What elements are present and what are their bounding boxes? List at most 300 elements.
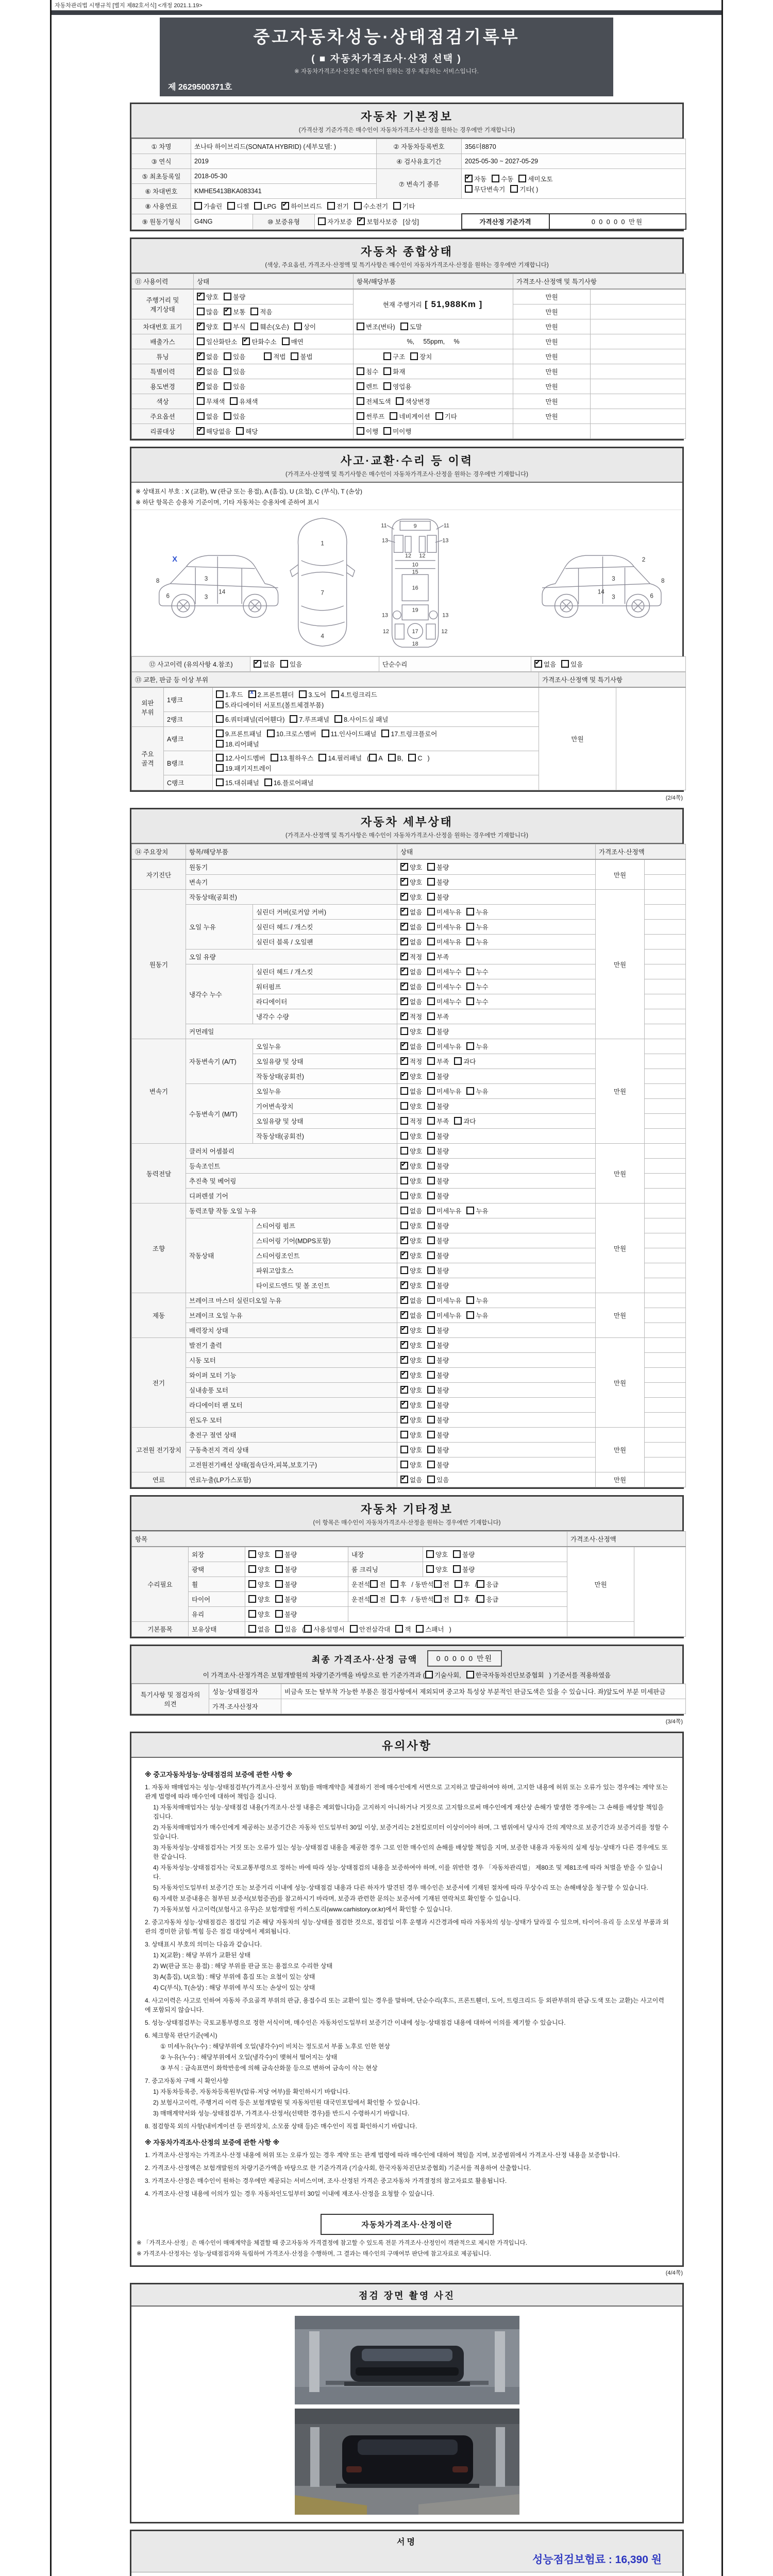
cell xyxy=(645,1174,686,1189)
checkbox-unchecked: 누유 xyxy=(466,1087,488,1096)
cell: 만원 xyxy=(596,1144,645,1204)
cell xyxy=(397,920,596,935)
checkbox-box xyxy=(280,660,288,668)
cell: 만원 xyxy=(596,1039,645,1144)
section-etc-title: 자동차 기타정보 xyxy=(361,1503,453,1516)
notice-paragraph: 2) 자동차매매업자가 매수인에게 제공하는 보증기간은 자동차 인도일부터 30일 이상, 보증거리는 2천킬로미터 이상이어야 하며, 그 범위에서 당사자 간의 계약으로 보증기간과 보증거리를 정할 수 있습니다. xyxy=(153,1824,668,1840)
signature-band xyxy=(131,2531,682,2572)
table-row xyxy=(132,139,686,154)
checkbox-box xyxy=(224,367,231,375)
table-row xyxy=(132,1472,686,1487)
checkbox-box xyxy=(427,1446,435,1453)
cell: 고전원 전기장치 xyxy=(132,1428,186,1472)
checkbox-unchecked: LPG xyxy=(254,202,276,210)
checkbox-unchecked: 많음 xyxy=(197,307,219,316)
checkbox-box xyxy=(466,908,474,916)
document-title: 중고자동차성능·상태점검기록부 xyxy=(253,27,520,46)
cell: 만원 xyxy=(513,379,591,394)
checkbox-box xyxy=(282,337,290,345)
cell: 파워고압호스 xyxy=(253,1263,397,1278)
cell xyxy=(397,1353,596,1368)
section-basic-info xyxy=(130,103,684,231)
table-row xyxy=(132,1293,686,1308)
checkbox-box xyxy=(400,878,408,886)
cell: 브레이크 마스터 실린더오일 누유 xyxy=(186,1293,397,1308)
table-row xyxy=(132,424,686,439)
checkbox-box xyxy=(291,352,298,360)
section-etc-note: (이 항목은 매수인이 자동차가격조사·산정을 원하는 경우에만 기재합니다) xyxy=(313,1520,501,1526)
cell xyxy=(354,379,513,394)
cell: 라디에이터 팬 모터 xyxy=(186,1398,397,1413)
cell: 튜닝 xyxy=(132,349,194,364)
checkbox-unchecked: 16.플로어패널 xyxy=(264,778,314,787)
cell: G4NG xyxy=(191,214,253,229)
checkbox-box xyxy=(427,997,435,1005)
checkbox-checked: ✔ 양호 xyxy=(400,1236,422,1245)
cell xyxy=(250,657,379,672)
checkbox-checked: ✔ 적정 xyxy=(400,952,422,961)
cell: ② 자동차등록번호 xyxy=(377,139,462,154)
checkbox-unchecked: 전 xyxy=(370,1580,385,1589)
section-basic-head xyxy=(131,104,682,139)
svg-text:11: 11 xyxy=(380,522,387,529)
checkbox-box xyxy=(400,1102,408,1110)
checkbox-unchecked: 19.패키지트레이 xyxy=(216,764,272,773)
checkbox-box xyxy=(400,938,408,945)
checkbox-unchecked: 양호 xyxy=(248,1550,270,1559)
checkbox-checked: ✔ 양호 xyxy=(400,1400,422,1410)
cell xyxy=(645,1218,686,1233)
table-row xyxy=(132,1532,686,1547)
final-price-amount: 0 0 0 0 0 만원 xyxy=(427,1650,502,1667)
checkbox-unchecked: 불량 xyxy=(427,1072,449,1081)
checkbox-box xyxy=(427,1177,435,1184)
checkbox-unchecked: 1.후드 xyxy=(216,690,243,699)
checkbox-box xyxy=(427,1266,435,1274)
checkbox-unchecked: 양호 xyxy=(248,1580,270,1589)
table-row xyxy=(132,1204,686,1218)
cell xyxy=(397,1263,596,1278)
cell xyxy=(245,1562,348,1577)
checkbox-box xyxy=(248,1610,256,1618)
cell xyxy=(194,304,354,319)
cell xyxy=(397,859,596,875)
checkbox-box xyxy=(400,1147,408,1155)
checkbox-unchecked: 구조 xyxy=(383,352,405,361)
cell: ⑥ 차대번호 xyxy=(132,184,191,199)
notice-paragraph: ② 누유(누수) : 해당부위에서 오일(냉각수)이 맺혀서 떨어지는 상태 xyxy=(160,2054,338,2061)
cell: 작동상태(공회전) xyxy=(186,890,397,905)
table-row xyxy=(132,379,686,394)
cell xyxy=(423,1547,567,1562)
checkbox-unchecked: 렌트 xyxy=(357,382,378,391)
checkbox-unchecked: 불법 xyxy=(291,352,312,361)
checkbox-checked: ✔ 없음 xyxy=(400,922,422,931)
svg-text:14: 14 xyxy=(218,588,225,596)
cell xyxy=(645,1308,686,1323)
cell: 용도변경 xyxy=(132,379,194,394)
cell xyxy=(397,1413,596,1428)
checkbox-unchecked: 3.도어 xyxy=(299,690,326,699)
table-row xyxy=(132,672,686,688)
exchange-parts-table xyxy=(131,672,682,790)
checkbox-unchecked: 있음 xyxy=(224,367,245,376)
checkbox-unchecked: 14.필러패널 xyxy=(318,753,362,762)
checkbox-box xyxy=(465,175,473,182)
table-row xyxy=(132,364,686,379)
section-notice-title: 유의사항 xyxy=(381,1739,432,1752)
checkbox-unchecked: 후 xyxy=(455,1580,470,1589)
cell: 만원 xyxy=(596,1204,645,1293)
checkbox-unchecked: 미세누유 xyxy=(427,937,461,946)
section-detail-note: (가격조사·산정액 및 특기사항은 매수인이 자동차가격조사·산정을 원하는 경우에만 기재합니다) xyxy=(285,833,528,839)
checkbox-unchecked: 양호 xyxy=(248,1595,270,1604)
cell xyxy=(645,920,686,935)
checkbox-box xyxy=(518,175,526,182)
notice-paragraph: 4) 자동차성능·상태점검자는 국토교통부령으로 정하는 바에 따라 성능·상태점검의 내용을 보증하여야 하며, 이를 위반한 경우 「자동차관리법」 제80조 및 제81조에 따라 처벌을 받을 수 있습니다. xyxy=(153,1864,663,1880)
checkbox-unchecked: 양호 xyxy=(400,1430,422,1439)
text: ( xyxy=(302,1626,305,1633)
cell xyxy=(354,349,513,364)
checkbox-checked: ✔ 하이브리드 xyxy=(281,201,322,211)
cell: 오일 유량 xyxy=(186,950,397,964)
checkbox-unchecked: 양호 xyxy=(426,1565,448,1574)
section-accident-note: (가격조사·산정액 및 특기사항은 매수인이 자동차가격조사·산정을 원하는 경우에만 기재합니다) xyxy=(285,471,528,478)
checkbox-box xyxy=(224,308,231,315)
checkbox-checked: ✔ 없음 xyxy=(400,1311,422,1320)
checkbox-unchecked: 잭 xyxy=(395,1624,411,1634)
svg-text:12: 12 xyxy=(405,553,411,560)
checkbox-unchecked: 전 xyxy=(434,1580,449,1589)
accident-history-row xyxy=(131,656,682,672)
cell: 356더8870 xyxy=(462,139,686,154)
checkbox-unchecked: 불량 xyxy=(427,1326,449,1335)
checkbox-unchecked: 5.라디에이터 서포트(볼트체결부품) xyxy=(216,700,324,709)
cell xyxy=(591,349,686,364)
cell: 연료누출(LP가스포함) xyxy=(186,1472,397,1487)
cell xyxy=(397,1398,596,1413)
checkbox-box xyxy=(357,397,364,405)
checkbox-box xyxy=(354,202,362,210)
checkbox-unchecked: 전기 xyxy=(327,201,349,211)
cell: 항목 xyxy=(132,1532,567,1547)
checkbox-box xyxy=(408,754,416,761)
section-detail-state xyxy=(130,808,684,1489)
checkbox-box xyxy=(254,202,262,210)
checkbox-unchecked: 양호 xyxy=(248,1609,270,1619)
notice-body xyxy=(131,1758,682,2206)
cell: 커먼레일 xyxy=(186,1024,397,1039)
cell xyxy=(591,409,686,424)
checkbox-box xyxy=(455,1595,462,1603)
cell: 특별이력 xyxy=(132,364,194,379)
text: / 동반석 xyxy=(411,1581,434,1588)
cell xyxy=(397,1144,596,1159)
svg-text:17: 17 xyxy=(412,628,418,635)
section-photos-head xyxy=(131,2284,682,2307)
section-basic-title: 자동차 기본정보 xyxy=(361,110,453,123)
notice-paragraph: 7. 중고자동차 구매 시 확인사항 xyxy=(145,2077,229,2084)
checkbox-unchecked: B, xyxy=(388,754,404,762)
notice-footnote-2: ※ 가격조사·산정자는 성능·상태점검자와 독립하여 가격조사·산정을 수행하며, 그 결과는 매수인의 구매여부 판단에 참고자료로 제공됩니다. xyxy=(137,2251,491,2258)
checkbox-box xyxy=(434,1595,442,1603)
cell xyxy=(645,1368,686,1383)
checkbox-unchecked: 불량 xyxy=(453,1565,475,1574)
checkbox-box xyxy=(416,1625,424,1633)
svg-text:3: 3 xyxy=(204,575,208,583)
checkbox-box xyxy=(197,427,205,435)
cell: 상태 xyxy=(397,844,596,860)
checkbox-box xyxy=(275,1595,283,1603)
checkbox-box xyxy=(400,1236,408,1244)
checkbox-unchecked: 미세누수 xyxy=(427,997,461,1006)
cell: 충전구 절연 상태 xyxy=(186,1428,397,1443)
cell xyxy=(645,964,686,979)
checkbox-unchecked: 부식 xyxy=(224,322,245,331)
notice-paragraph: 3) A(흠집), U(요철) : 해당 부위에 흠집 또는 요철이 있는 상태 xyxy=(153,1973,315,1980)
table-row xyxy=(132,214,686,229)
checkbox-unchecked: 누유 xyxy=(466,907,488,917)
checkbox-unchecked: 양호 xyxy=(400,1460,422,1469)
checkbox-unchecked: 불량 xyxy=(427,1176,449,1185)
cell xyxy=(213,775,539,790)
checkbox-box xyxy=(427,1341,435,1349)
notice-paragraph: 1) 자동차등록증, 자동차등록원부(압류·저당 여부)를 확인하시기 바랍니다. xyxy=(153,2088,350,2095)
checkbox-unchecked: 상이 xyxy=(294,322,316,331)
checkbox-unchecked: 양호 xyxy=(400,1221,422,1230)
checkbox-box xyxy=(454,1057,462,1065)
checkbox-checked: ✔ 양호 xyxy=(400,1281,422,1290)
checkbox-box xyxy=(304,1625,312,1633)
table xyxy=(131,1531,686,1637)
checkbox-checked: ✔ 탄화수소 xyxy=(242,337,276,346)
checkbox-box xyxy=(427,1296,435,1304)
cell: 배출가스 xyxy=(132,334,194,349)
checkbox-box xyxy=(427,1356,435,1364)
cell: 타이로드엔드 및 볼 조인트 xyxy=(253,1278,397,1293)
checkbox-box xyxy=(400,1177,408,1184)
notice-paragraph: 1) 자동차매매업자는 성능·상태점검 내용(가격조사·산정 내용은 제외합니다)을 고지하지 아니하거나 거짓으로 고지함으로써 매수인에게 재산상 손해가 발생한 경우에는 그 손해를 배상할 책임을 집니다. xyxy=(153,1804,664,1820)
section-detail-head xyxy=(131,809,682,844)
checkbox-box xyxy=(455,1580,462,1588)
text: / xyxy=(475,1596,477,1603)
cell: 만원 xyxy=(513,364,591,379)
checkbox-unchecked: 전 xyxy=(370,1595,385,1604)
checkbox-box xyxy=(400,1266,408,1274)
checkbox-unchecked: 부족 xyxy=(427,1012,449,1021)
checkbox-unchecked: 훼손(오손) xyxy=(250,322,289,331)
cell: 변속기 xyxy=(132,1039,186,1144)
checkbox-box xyxy=(400,908,408,916)
page-marker-2: (2/4쪽) xyxy=(665,795,683,801)
checkbox-box xyxy=(454,1117,462,1125)
checkbox-box xyxy=(250,308,258,315)
checkbox-box xyxy=(427,968,435,975)
checkbox-unchecked: 장치 xyxy=(410,352,432,361)
checkbox-box xyxy=(427,1371,435,1379)
cell: 타이어 xyxy=(189,1592,245,1607)
cell: ⑬ 교환, 판금 등 이상 부위 xyxy=(132,672,539,688)
checkbox-unchecked: 불량 xyxy=(427,1236,449,1245)
checkbox-unchecked: 4.트렁크리드 xyxy=(331,690,377,699)
cell xyxy=(397,1233,596,1248)
checkbox-unchecked: 기타 xyxy=(435,412,457,421)
checkbox-unchecked: 있음 xyxy=(561,659,583,669)
cell xyxy=(645,1248,686,1263)
checkbox-box xyxy=(427,938,435,945)
cell xyxy=(645,1159,686,1174)
cell: 만원 xyxy=(539,687,616,790)
text: 이 가격조사·산정가격은 보험개발원의 차량기준가액을 바탕으로 한 기준가격과 ( xyxy=(203,1672,425,1679)
checkbox-box xyxy=(242,337,250,345)
checkbox-box xyxy=(318,217,326,225)
svg-text:15: 15 xyxy=(412,569,418,575)
cell: 휠 xyxy=(189,1577,245,1592)
checkbox-box xyxy=(427,1102,435,1110)
checkbox-unchecked: 불량 xyxy=(275,1550,297,1559)
checkbox-unchecked: 해당 xyxy=(236,427,258,436)
text: ) xyxy=(427,755,430,762)
final-price-note xyxy=(131,1670,682,1680)
checkbox-box xyxy=(393,202,401,210)
checkbox-unchecked: 영업용 xyxy=(383,382,411,391)
cell: 실린더 헤드 / 개스킷 xyxy=(253,920,397,935)
cell: ⑦ 변속기 종류 xyxy=(377,169,462,199)
cell xyxy=(397,1472,596,1487)
checkbox-unchecked: 불량 xyxy=(427,1251,449,1260)
cell xyxy=(645,1054,686,1069)
svg-text:12: 12 xyxy=(382,628,389,635)
cell xyxy=(397,1039,596,1054)
checkbox-unchecked: 부족 xyxy=(427,952,449,961)
checkbox-box xyxy=(453,1550,461,1558)
checkbox-unchecked: 누수 xyxy=(466,982,488,991)
text: ) xyxy=(449,1626,451,1633)
checkbox-checked: ✔ 양호 xyxy=(400,1072,422,1081)
cell xyxy=(213,687,539,712)
cell xyxy=(645,859,686,875)
checkbox-box xyxy=(254,660,261,668)
cell: 동력조향 작동 오일 누유 xyxy=(186,1204,397,1218)
checkbox-box xyxy=(357,427,364,435)
car-damage-diagram xyxy=(131,510,682,656)
checkbox-box xyxy=(400,893,408,901)
section-overall-title: 자동차 종합상태 xyxy=(361,245,453,258)
checkbox-unchecked: 수소전기 xyxy=(354,201,388,211)
cell: 발전기 출력 xyxy=(186,1338,397,1353)
checkbox-unchecked: 미세누유 xyxy=(427,1311,461,1320)
checkbox-unchecked: 기술사회, xyxy=(425,1670,461,1680)
checkbox-box xyxy=(391,1595,398,1603)
cell: 시동 모터 xyxy=(186,1353,397,1368)
checkbox-box xyxy=(466,1671,474,1679)
checkbox-checked: ✔ 해당없음 xyxy=(197,427,231,436)
checkbox-unchecked: 12.사이드멤버 xyxy=(216,753,265,762)
cell: 내장 xyxy=(348,1547,423,1562)
svg-text:12: 12 xyxy=(441,628,447,635)
cell xyxy=(397,979,596,994)
checkbox-unchecked: 있음 xyxy=(224,412,245,421)
checkbox-unchecked: 불량 xyxy=(275,1580,297,1589)
cell: 고전원전기배선 상태(접속단자,피복,보호기구) xyxy=(186,1458,397,1472)
svg-text:11: 11 xyxy=(443,522,449,529)
cell xyxy=(645,994,686,1009)
section-etc-head xyxy=(131,1497,682,1531)
checkbox-box xyxy=(400,1476,408,1483)
checkbox-unchecked: 응급 xyxy=(477,1580,498,1589)
checkbox-box xyxy=(400,1326,408,1334)
checkbox-box xyxy=(197,352,205,360)
checkbox-box xyxy=(216,701,224,708)
svg-text:13: 13 xyxy=(442,537,448,544)
cell xyxy=(645,1398,686,1413)
cell: 만원 xyxy=(596,1428,645,1472)
cell: 항목/해당부품 xyxy=(354,274,513,290)
checkbox-unchecked: 과다 xyxy=(454,1057,476,1066)
inspection-photo-2 xyxy=(295,2409,519,2515)
checkbox-box xyxy=(427,953,435,960)
checkbox-unchecked: 미세누유 xyxy=(427,1087,461,1096)
checkbox-unchecked: 유채색 xyxy=(230,397,258,406)
cell xyxy=(397,1368,596,1383)
checkbox-box xyxy=(250,323,258,330)
checkbox-box xyxy=(400,953,408,960)
checkbox-unchecked: 불량 xyxy=(427,1460,449,1469)
cell: 가격조사·산정액 및 특기사항 xyxy=(513,274,686,290)
cell xyxy=(194,289,354,304)
checkbox-box xyxy=(369,754,377,761)
checkbox-box xyxy=(357,217,365,225)
checkbox-box xyxy=(510,185,518,193)
cell xyxy=(591,289,686,304)
cell: 1랭크 xyxy=(164,687,213,712)
section-photos xyxy=(130,2283,684,2523)
cell xyxy=(397,1293,596,1308)
checkbox-unchecked: 불량 xyxy=(275,1565,297,1574)
cell xyxy=(645,1009,686,1024)
checkbox-box xyxy=(275,1565,283,1573)
checkbox-box xyxy=(281,202,289,210)
checkbox-box xyxy=(400,1117,408,1125)
cell xyxy=(645,1099,686,1114)
checkbox-unchecked: 있음 xyxy=(280,659,302,669)
cell xyxy=(531,657,686,672)
checkbox-box xyxy=(466,1042,474,1050)
checkbox-box xyxy=(477,1595,484,1603)
svg-text:18: 18 xyxy=(412,641,418,648)
checkbox-box xyxy=(216,730,224,737)
checkbox-unchecked: 후 xyxy=(455,1595,470,1604)
checkbox-box xyxy=(427,893,435,901)
cell xyxy=(645,1263,686,1278)
checkbox-checked: ✔ 적정 xyxy=(400,1012,422,1021)
checkbox-unchecked: 불량 xyxy=(427,1101,449,1111)
checkbox-box xyxy=(197,323,205,330)
checkbox-box xyxy=(391,1580,398,1588)
cell: 냉각수 수량 xyxy=(253,1009,397,1024)
svg-text:3: 3 xyxy=(204,594,208,601)
cell xyxy=(645,1413,686,1428)
checkbox-box xyxy=(290,715,297,723)
table-row xyxy=(132,1039,686,1054)
checkbox-box xyxy=(248,1565,256,1573)
table-row xyxy=(132,844,686,860)
cell xyxy=(591,304,686,319)
checkbox-checked: ✔ 없음 xyxy=(534,659,556,669)
checkbox-unchecked: 불량 xyxy=(427,1191,449,1200)
cell xyxy=(645,1278,686,1293)
checkbox-unchecked: 누유 xyxy=(466,922,488,931)
